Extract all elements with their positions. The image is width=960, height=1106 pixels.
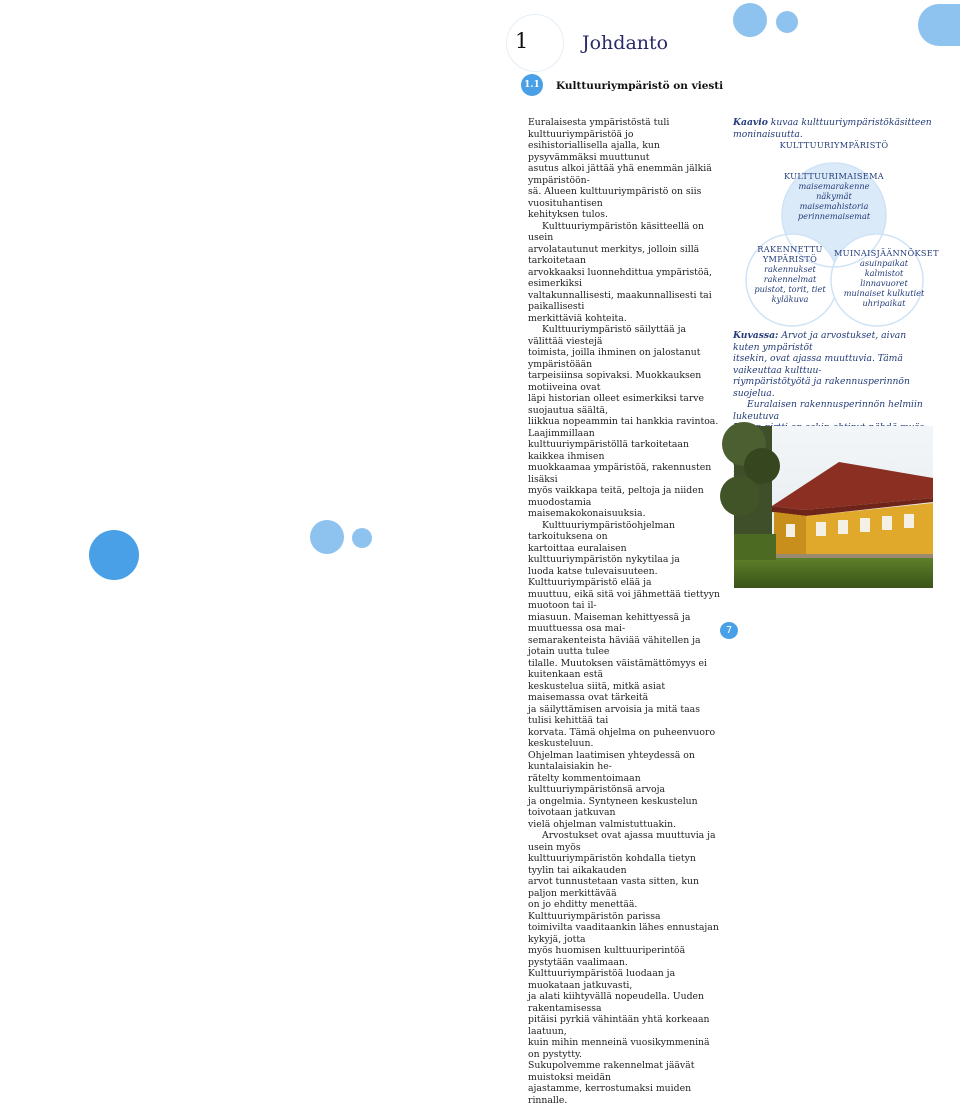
body-line: luoda katse tulevaisuuteen. Kulttuuriympäristö elää ja bbox=[528, 565, 658, 588]
decor-circle bbox=[310, 520, 344, 554]
chapter-title: Johdanto bbox=[582, 32, 669, 54]
photo-caption-lead: Kuvassa: bbox=[733, 330, 779, 341]
body-line: Kulttuuriympäristö säilyttää ja välittää viestejä bbox=[528, 324, 687, 347]
body-line: pitäisi pyrkiä vähintään yhtä korkeaan laatuun, bbox=[528, 1014, 710, 1037]
venn-top-line: näkymät bbox=[816, 191, 852, 201]
body-line: kartoittaa euralaisen kulttuuriympäristön nykytilaa ja bbox=[528, 542, 680, 565]
body-line: läpi historian olleet esimerkiksi tarve suojautua säältä, bbox=[528, 393, 705, 416]
venn-top-line: maisemahistoria bbox=[799, 201, 869, 211]
decor-circle bbox=[776, 11, 798, 33]
body-line: rätelty kommentoimaan kulttuuriympäristönsä arvoja bbox=[528, 772, 666, 795]
venn-left-line: kyläkuva bbox=[771, 294, 809, 304]
body-line: Arvostukset ovat ajassa muuttuvia ja usein myös bbox=[528, 830, 716, 853]
body-line: Sukupolvemme rakennelmat jäävät muistoksi meidän bbox=[528, 1060, 695, 1083]
body-paragraph bbox=[528, 324, 722, 520]
venn-left-line: rakennukset bbox=[764, 264, 816, 274]
venn-top-line: maisemarakenne bbox=[798, 181, 870, 191]
body-line: liikkua nopeammin tai hankkia ravintoa. Laajimmillaan bbox=[528, 416, 719, 439]
body-line: arvot tunnustetaan vasta sitten, kun paljon merkittävää bbox=[528, 876, 700, 899]
body-line: ja ongelmia. Syntyneen keskustelun toivotaan jatkuvan bbox=[528, 795, 698, 818]
body-line: maisemakokonaisuuksia. bbox=[528, 508, 646, 519]
house-photo bbox=[734, 426, 933, 588]
decor-circle bbox=[733, 3, 767, 37]
section-title: Kulttuuriympäristö on viesti bbox=[556, 80, 724, 92]
body-line: kulttuuriympäristön kohdalla tietyn tyylin tai aikakauden bbox=[528, 853, 696, 876]
body-paragraph bbox=[528, 830, 722, 1106]
venn-right-line: linnavuoret bbox=[860, 278, 908, 288]
body-line: vielä ohjelman valmistuttuakin. bbox=[528, 818, 677, 830]
body-line: valtakunnallisesti, maakunnallisesti tai paikallisesti bbox=[528, 289, 712, 312]
body-line: kehityksen tulos. bbox=[528, 209, 608, 220]
decor-circle bbox=[89, 530, 139, 580]
body-line: keskustelua siitä, mitkä asiat maisemassa ovat tärkeitä bbox=[528, 680, 666, 703]
body-line: kuin mihin menneinä vuosikymmeninä on pystytty. bbox=[528, 1037, 710, 1060]
scheme-caption-lead: Kaavio bbox=[733, 117, 768, 128]
photo-caption-line: Arvot ja arvostukset, aivan kuten ympäristöt bbox=[733, 330, 907, 353]
body-line: semarakenteista häviää vähitellen ja jotain uutta tulee bbox=[528, 634, 701, 657]
photo-caption-line: Euralaisen rakennusperinnön helmiin lukeutuva bbox=[733, 399, 923, 422]
venn-right-line: uhripaikat bbox=[862, 298, 906, 308]
venn-top-line: perinnemaisemat bbox=[797, 211, 871, 221]
body-line: arvolatautunut merkitys, jolloin sillä tarkoitetaan bbox=[528, 243, 700, 266]
body-line: miasuun. Maiseman kehittyessä ja muuttuessa osa mai- bbox=[528, 611, 691, 634]
photo-caption-line: itsekin, ovat ajassa muuttuvia. Tämä vaikeuttaa kulttuu- bbox=[733, 353, 903, 376]
body-line: ja alati kiihtyvällä nopeudella. Uuden rakentamisessa bbox=[528, 991, 705, 1014]
body-line: myös vaikkapa teitä, peltoja ja niiden muodostamia bbox=[528, 485, 704, 508]
body-line: tilalle. Muutoksen väistämättömyys ei kuitenkaan estä bbox=[528, 657, 708, 680]
section-number-badge: 1.1 bbox=[521, 74, 543, 96]
venn-right-line: muinaiset kulkutiet bbox=[843, 288, 925, 298]
scheme-caption-text: kuvaa kulttuuriympäristökäsitteen moninaisuutta. bbox=[733, 117, 932, 140]
venn-top-title: KULTTUURIMAISEMA bbox=[784, 171, 884, 181]
page-number: 7 bbox=[720, 622, 738, 639]
body-line: Kulttuuriympäristön käsitteellä on usein bbox=[528, 220, 705, 243]
body-line: ja säilyttämisen arvoisia ja mitä taas tulisi kehittää tai bbox=[528, 703, 700, 726]
venn-diagram bbox=[734, 140, 939, 325]
body-text-column bbox=[528, 117, 722, 1106]
venn-right-line: kalmistot bbox=[864, 268, 904, 278]
body-paragraph bbox=[528, 221, 722, 325]
body-paragraph bbox=[528, 520, 722, 831]
venn-left-label bbox=[742, 244, 838, 304]
venn-left-line: puistot, torit, tiet bbox=[754, 284, 826, 294]
body-line: on jo ehditty menettää. Kulttuuriympäristön parissa bbox=[528, 899, 661, 922]
body-line: muokkaamaa ympäristöä, rakennusten lisäksi bbox=[528, 462, 712, 485]
venn-left-title: YMPÄRISTÖ bbox=[762, 254, 818, 264]
body-line: muuttuu, eikä sitä voi jähmettää tiettyyn muotoon tai il- bbox=[528, 588, 720, 611]
body-line: Euralaisesta ympäristöstä tuli kulttuuriympäristöä jo bbox=[528, 117, 670, 140]
body-paragraph bbox=[528, 117, 722, 221]
body-line: tarpeisiinsa sopivaksi. Muokkauksen motiiveina ovat bbox=[528, 370, 702, 393]
venn-left-line: rakennelmat bbox=[763, 274, 817, 284]
body-line: myös huomisen kulttuuriperintöä pystytään vaalimaan. bbox=[528, 945, 686, 968]
scheme-caption bbox=[733, 117, 933, 140]
body-line: Kulttuuriympäristöohjelman tarkoituksena on bbox=[528, 519, 675, 542]
venn-left-title: RAKENNETTU bbox=[757, 244, 823, 254]
body-line: esihistoriallisella ajalla, kun pysyvämmäksi muuttunut bbox=[528, 140, 660, 163]
body-line: Ohjelman laatimisen yhteydessä on kuntalaisiakin he- bbox=[528, 749, 695, 772]
body-line: arvokkaaksi luonnehdittua ympäristöä, esimerkiksi bbox=[528, 266, 713, 289]
body-line: toimivilta vaaditaankin lähes ennustajan kykyjä, jotta bbox=[528, 922, 719, 945]
body-line: korvata. Tämä ohjelma on puheenvuoro keskusteluun. bbox=[528, 726, 716, 749]
decor-circle bbox=[352, 528, 372, 548]
body-line: merkittäviä kohteita. bbox=[528, 312, 627, 324]
photo-caption-line: riympäristötyötä ja rakennusperinnön suojelua. bbox=[733, 376, 910, 399]
body-line: sä. Alueen kulttuuriympäristö on siis vuosituhantisen bbox=[528, 186, 702, 209]
venn-outer-title: KULTTUURIYMPÄRISTÖ bbox=[779, 140, 889, 150]
body-line: Kulttuuriympäristöä luodaan ja muokataan jatkuvasti, bbox=[528, 968, 676, 991]
body-line: asutus alkoi jättää yhä enemmän jälkiä ympäristöön- bbox=[528, 163, 712, 186]
venn-right-line: asuinpaikat bbox=[859, 258, 909, 268]
body-line: kulttuuriympäristöllä tarkoitetaan kaikkea ihmisen bbox=[528, 439, 689, 462]
venn-right-title: MUINAISJÄÄNNÖKSET bbox=[834, 248, 939, 258]
body-line: ajastamme, kerrostumaksi muiden rinnalle. bbox=[528, 1083, 692, 1106]
body-line: toimista, joilla ihminen on jalostanut ympäristöään bbox=[528, 347, 701, 370]
venn-right-label bbox=[834, 248, 939, 308]
venn-top-label bbox=[784, 171, 884, 221]
decor-circle bbox=[918, 4, 960, 46]
chapter-number: 1 bbox=[515, 29, 529, 53]
